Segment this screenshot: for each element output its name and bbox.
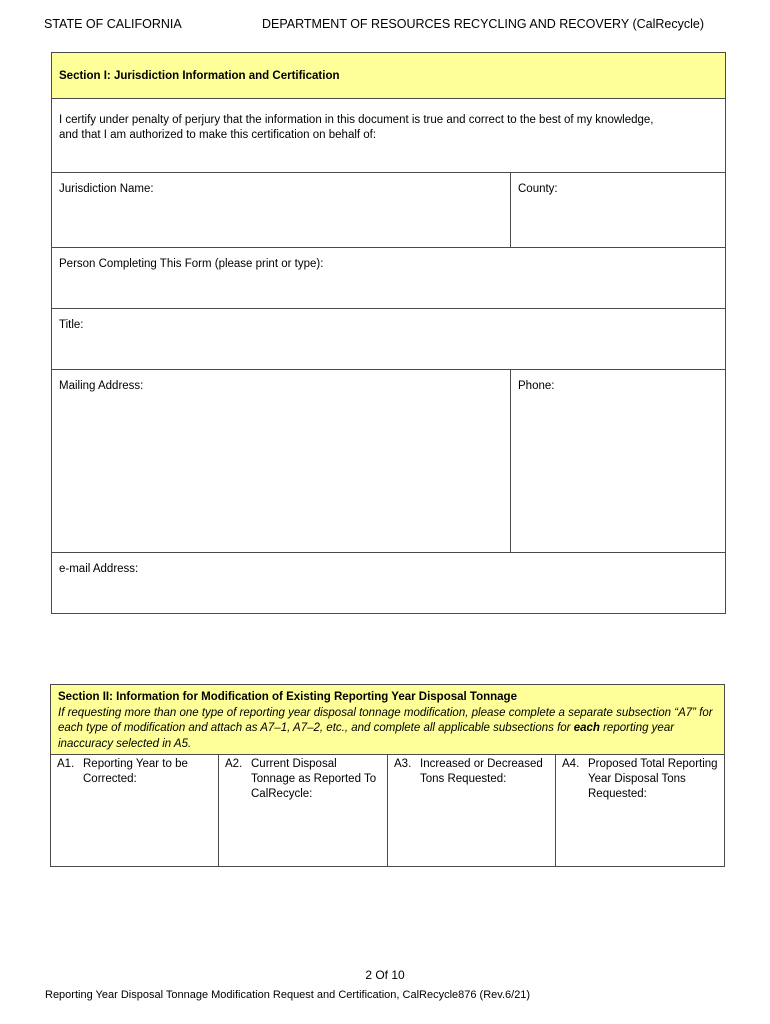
section-2-table bbox=[50, 684, 725, 867]
certification-line-1: I certify under penalty of perjury that the information in this document is true and correct to the best of my knowledge, bbox=[59, 114, 654, 126]
mailing-address-field[interactable] bbox=[52, 370, 511, 553]
a3-number: A3. bbox=[394, 758, 412, 770]
title-field[interactable] bbox=[52, 309, 726, 370]
county-field[interactable] bbox=[511, 173, 726, 248]
person-completing-field[interactable] bbox=[52, 248, 726, 309]
page-number: 2 Of 10 bbox=[365, 968, 405, 982]
email-label: e-mail Address: bbox=[59, 563, 139, 575]
department-header: DEPARTMENT OF RESOURCES RECYCLING AND RECOVERY (CalRecycle) bbox=[262, 17, 704, 31]
section-2-instructions bbox=[58, 707, 713, 750]
form-identifier: Reporting Year Disposal Tonnage Modification Request and Certification, CalRecycle876 (Rev.6/21) bbox=[45, 989, 531, 1001]
jurisdiction-name-label: Jurisdiction Name: bbox=[59, 183, 154, 195]
certification-line-2: and that I am authorized to make this certification on behalf of: bbox=[59, 129, 377, 141]
state-header: STATE OF CALIFORNIA bbox=[44, 17, 182, 31]
section-1-table bbox=[51, 52, 726, 614]
section-2-header bbox=[51, 685, 725, 755]
a4-proposed-total-field[interactable] bbox=[556, 755, 725, 867]
a3-label: Increased or Decreased Tons Requested: bbox=[420, 758, 543, 785]
a1-label: Reporting Year to be Corrected: bbox=[83, 758, 188, 785]
a3-tons-requested-field[interactable] bbox=[388, 755, 556, 867]
instruction-text-end: reporting year inaccuracy selected in A5. bbox=[58, 722, 675, 750]
a2-number: A2. bbox=[225, 758, 243, 770]
a1-reporting-year-field[interactable] bbox=[51, 755, 219, 867]
jurisdiction-name-field[interactable] bbox=[52, 173, 511, 248]
county-label: County: bbox=[518, 183, 558, 195]
a4-label: Proposed Total Reporting Year Disposal Tons Requested: bbox=[588, 758, 718, 800]
a1-number: A1. bbox=[57, 758, 75, 770]
a4-number: A4. bbox=[562, 758, 580, 770]
a2-label: Current Disposal Tonnage as Reported To CalRecycle: bbox=[251, 758, 377, 800]
instruction-text: If requesting more than one type of reporting year disposal tonnage modification, please complete a separate subsection “A7” for each type of modification and attach as A7–1, A7–2, etc., and complete all applicable subsections for bbox=[58, 706, 713, 734]
person-completing-label: Person Completing This Form (please print or type): bbox=[59, 258, 324, 270]
a2-current-tonnage-field[interactable] bbox=[219, 755, 388, 867]
phone-field[interactable] bbox=[511, 370, 726, 553]
email-field[interactable] bbox=[52, 553, 726, 614]
title-label: Title: bbox=[59, 319, 84, 331]
section-1-title: Section I: Jurisdiction Information and Certification bbox=[52, 53, 726, 99]
certification-statement bbox=[52, 99, 726, 173]
instruction-emphasis: each bbox=[573, 722, 600, 734]
mailing-address-label: Mailing Address: bbox=[59, 380, 144, 392]
phone-label: Phone: bbox=[518, 380, 555, 392]
section-2-title: Section II: Information for Modification of Existing Reporting Year Disposal Tonnage bbox=[58, 691, 517, 703]
